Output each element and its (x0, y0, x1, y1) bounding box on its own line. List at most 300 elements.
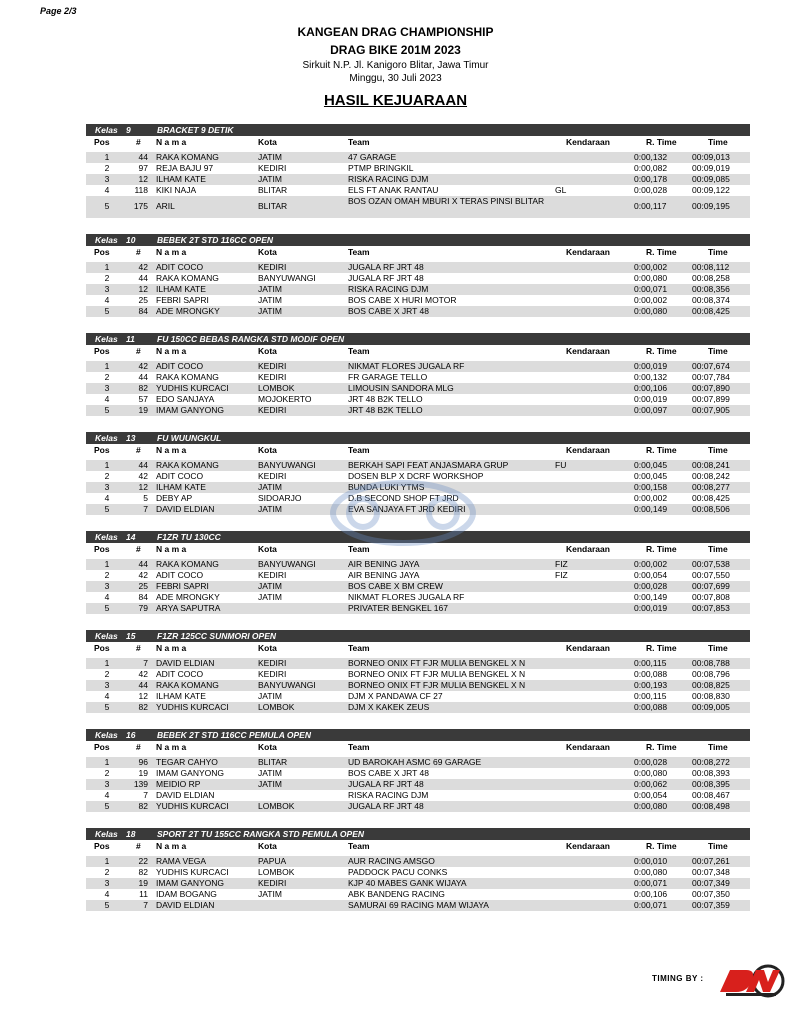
cell-city: BANYUWANGI (258, 559, 316, 569)
cell-name: YUDHIS KURCACI (156, 801, 229, 811)
column-header-team: Team (348, 346, 370, 356)
column-header-nama: N a m a (156, 247, 187, 257)
cell-city: LOMBOK (258, 383, 295, 393)
cell-time: 00:09,013 (692, 152, 730, 162)
cell-number: 139 (133, 779, 148, 789)
column-header-kota: Kota (258, 742, 277, 752)
cell-reaction-time: 0:00,088 (634, 702, 668, 712)
cell-number: 42 (138, 570, 148, 580)
cell-pos: 2 (104, 768, 110, 778)
cell-reaction-time: 0:00,080 (634, 768, 668, 778)
cell-number: 19 (138, 878, 148, 888)
cell-team: UD BAROKAH ASMC 69 GARAGE (348, 757, 482, 767)
cell-number: 84 (138, 306, 148, 316)
cell-team: JUGALA RF JRT 48 (348, 262, 424, 272)
cell-name: IDAM BOGANG (156, 889, 217, 899)
cell-pos: 3 (104, 779, 110, 789)
cell-team: SAMURAI 69 RACING MAM WIJAYA (348, 900, 489, 910)
cell-reaction-time: 0:00,082 (634, 163, 668, 173)
cell-reaction-time: 0:00,054 (634, 570, 668, 580)
class-title: BEBEK 2T STD 116CC OPEN (157, 235, 274, 245)
cell-pos: 1 (104, 361, 110, 371)
cell-name: ADIT COCO (156, 570, 204, 580)
column-header-pos: Pos (94, 137, 110, 147)
cell-pos: 5 (104, 405, 110, 415)
cell-city: KEDIRI (258, 878, 287, 888)
class-label: Kelas (95, 235, 118, 245)
cell-name: ADIT COCO (156, 669, 204, 679)
cell-pos: 1 (104, 460, 110, 470)
table-row (86, 262, 750, 273)
column-header-num: # (136, 247, 141, 257)
cell-pos: 2 (104, 669, 110, 679)
cell-number: 5 (143, 493, 148, 503)
cell-number: 57 (138, 394, 148, 404)
class-header-bar (86, 729, 750, 741)
cell-time: 00:07,538 (692, 559, 730, 569)
class-label: Kelas (95, 334, 118, 344)
table-row (86, 361, 750, 372)
cell-time: 00:09,085 (692, 174, 730, 184)
column-header-nama: N a m a (156, 742, 187, 752)
cell-number: 22 (138, 856, 148, 866)
column-header-rtime: R. Time (646, 445, 677, 455)
cell-number: 82 (138, 702, 148, 712)
column-header-rtime: R. Time (646, 137, 677, 147)
class-block (86, 828, 750, 911)
cell-pos: 4 (104, 493, 110, 503)
cell-pos: 5 (104, 702, 110, 712)
cell-pos: 2 (104, 867, 110, 877)
table-row (86, 306, 750, 317)
cell-city: KEDIRI (258, 570, 287, 580)
column-header-num: # (136, 137, 141, 147)
cell-city: BLITAR (258, 185, 288, 195)
table-row (86, 680, 750, 691)
event-title: KANGEAN DRAG CHAMPIONSHIP (297, 25, 494, 39)
table-row (86, 559, 750, 570)
cell-number: 96 (138, 757, 148, 767)
cell-pos: 3 (104, 174, 110, 184)
table-row (86, 174, 750, 185)
cell-team: PADDOCK PACU CONKS (348, 867, 448, 877)
cell-time: 00:07,349 (692, 878, 730, 888)
cell-reaction-time: 0:00,132 (634, 152, 668, 162)
cell-team: LIMOUSIN SANDORA MLG (348, 383, 454, 393)
cell-reaction-time: 0:00,028 (634, 581, 668, 591)
cell-name: RAKA KOMANG (156, 680, 219, 690)
cell-team: BERKAH SAPI FEAT ANJASMARA GRUP (348, 460, 509, 470)
cell-number: 42 (138, 361, 148, 371)
column-header-pos: Pos (94, 841, 110, 851)
cell-pos: 1 (104, 658, 110, 668)
cell-team: BORNEO ONIX FT FJR MULIA BENGKEL X N (348, 658, 526, 668)
class-label: Kelas (95, 631, 118, 641)
cell-pos: 4 (104, 790, 110, 800)
cell-name: MEIDIO RP (156, 779, 201, 789)
cell-time: 00:08,788 (692, 658, 730, 668)
dn-timing-logo (716, 964, 788, 998)
class-number: 9 (126, 125, 131, 135)
cell-team: ELS FT ANAK RANTAU (348, 185, 439, 195)
column-header-kota: Kota (258, 346, 277, 356)
column-header-pos: Pos (94, 742, 110, 752)
cell-team: EVA SANJAYA FT JRD KEDIRI (348, 504, 466, 514)
column-header-kota: Kota (258, 841, 277, 851)
column-header-time: Time (708, 544, 728, 554)
cell-name: ARIL (156, 201, 175, 211)
cell-reaction-time: 0:00,115 (634, 658, 667, 668)
cell-team: RISKA RACING DJM (348, 174, 429, 184)
page-number: Page 2/3 (40, 6, 77, 16)
table-row (86, 570, 750, 581)
cell-city: BLITAR (258, 201, 288, 211)
cell-reaction-time: 0:00,149 (634, 504, 668, 514)
cell-name: DAVID ELDIAN (156, 900, 215, 910)
cell-name: ADIT COCO (156, 262, 204, 272)
table-row (86, 889, 750, 900)
column-header-time: Time (708, 346, 728, 356)
cell-number: 82 (138, 867, 148, 877)
cell-time: 00:08,112 (692, 262, 730, 272)
cell-pos: 2 (104, 471, 110, 481)
cell-time: 00:08,395 (692, 779, 730, 789)
column-header-team: Team (348, 247, 370, 257)
class-header-bar (86, 124, 750, 136)
cell-number: 82 (138, 383, 148, 393)
column-header-row (86, 741, 750, 753)
class-header-bar (86, 234, 750, 246)
column-header-row (86, 345, 750, 357)
cell-reaction-time: 0:00,080 (634, 867, 668, 877)
cell-name: ILHAM KATE (156, 691, 206, 701)
column-header-rtime: R. Time (646, 346, 677, 356)
table-row (86, 372, 750, 383)
cell-name: DAVID ELDIAN (156, 504, 215, 514)
cell-team: BOS CABE X JRT 48 (348, 306, 429, 316)
cell-city: MOJOKERTO (258, 394, 312, 404)
cell-time: 00:07,261 (692, 856, 730, 866)
cell-time: 00:08,241 (692, 460, 730, 470)
table-row (86, 669, 750, 680)
cell-number: 12 (138, 482, 148, 492)
cell-time: 00:08,356 (692, 284, 730, 294)
column-header-time: Time (708, 445, 728, 455)
cell-number: 7 (143, 504, 148, 514)
cell-reaction-time: 0:00,019 (634, 361, 668, 371)
section-title: HASIL KEJUARAAN (323, 92, 468, 109)
cell-city: BANYUWANGI (258, 460, 316, 470)
class-title: F1ZR TU 130CC (157, 532, 221, 542)
class-title: BEBEK 2T STD 116CC PEMULA OPEN (157, 730, 311, 740)
cell-name: ADIT COCO (156, 361, 204, 371)
cell-time: 00:09,005 (692, 702, 730, 712)
column-header-kendaraan: Kendaraan (566, 445, 610, 455)
class-label: Kelas (95, 829, 118, 839)
class-header-bar (86, 333, 750, 345)
cell-name: YUDHIS KURCACI (156, 383, 229, 393)
cell-name: RAKA KOMANG (156, 460, 219, 470)
cell-city: PAPUA (258, 856, 287, 866)
cell-vehicle: FIZ (555, 559, 568, 569)
cell-team: JUGALA RF JRT 48 (348, 801, 424, 811)
column-header-kendaraan: Kendaraan (566, 346, 610, 356)
cell-team: AIR BENING JAYA (348, 570, 420, 580)
column-header-team: Team (348, 445, 370, 455)
column-header-kendaraan: Kendaraan (566, 544, 610, 554)
column-header-row (86, 642, 750, 654)
cell-team: DOSEN BLP X DCRF WORKSHOP (348, 471, 484, 481)
cell-name: IMAM GANYONG (156, 878, 225, 888)
cell-name: YUDHIS KURCACI (156, 867, 229, 877)
column-header-team: Team (348, 643, 370, 653)
cell-number: 44 (138, 680, 148, 690)
column-header-num: # (136, 544, 141, 554)
timing-label: TIMING BY : (652, 974, 704, 983)
column-header-num: # (136, 742, 141, 752)
cell-team: PTMP BRINGKIL (348, 163, 414, 173)
class-block (86, 333, 750, 416)
column-header-num: # (136, 841, 141, 851)
class-number: 11 (126, 334, 135, 344)
cell-number: 19 (138, 768, 148, 778)
cell-reaction-time: 0:00,132 (634, 372, 668, 382)
column-header-row (86, 444, 750, 456)
cell-number: 44 (138, 460, 148, 470)
table-row (86, 592, 750, 603)
table-row (86, 878, 750, 889)
cell-city: KEDIRI (258, 163, 287, 173)
column-header-nama: N a m a (156, 445, 187, 455)
cell-pos: 1 (104, 262, 110, 272)
column-header-time: Time (708, 742, 728, 752)
cell-city: JATIM (258, 691, 282, 701)
column-header-kota: Kota (258, 247, 277, 257)
class-number: 18 (126, 829, 136, 839)
cell-city: JATIM (258, 174, 282, 184)
class-title: FU 150CC BEBAS RANGKA STD MODIF OPEN (157, 334, 345, 344)
cell-name: ILHAM KATE (156, 174, 206, 184)
cell-number: 175 (133, 201, 148, 211)
cell-team: BOS CABE X BM CREW (348, 581, 443, 591)
cell-name: RAMA VEGA (156, 856, 207, 866)
cell-city: JATIM (258, 284, 282, 294)
cell-time: 00:08,258 (692, 273, 730, 283)
cell-pos: 3 (104, 878, 110, 888)
class-number: 13 (126, 433, 136, 443)
cell-pos: 1 (104, 757, 110, 767)
cell-name: RAKA KOMANG (156, 372, 219, 382)
table-row (86, 163, 750, 174)
column-header-nama: N a m a (156, 346, 187, 356)
cell-city: KEDIRI (258, 361, 287, 371)
cell-number: 84 (138, 592, 148, 602)
class-block (86, 630, 750, 713)
cell-vehicle: FU (555, 460, 567, 470)
table-row (86, 284, 750, 295)
cell-number: 12 (138, 174, 148, 184)
cell-team: DJM X PANDAWA CF 27 (348, 691, 443, 701)
cell-name: IMAM GANYONG (156, 405, 225, 415)
cell-name: ADIT COCO (156, 471, 204, 481)
column-header-team: Team (348, 544, 370, 554)
cell-reaction-time: 0:00,002 (634, 493, 668, 503)
cell-reaction-time: 0:00,115 (634, 691, 667, 701)
class-number: 15 (126, 631, 136, 641)
column-header-kota: Kota (258, 445, 277, 455)
cell-team: KJP 40 MABES GANK WIJAYA (348, 878, 467, 888)
cell-reaction-time: 0:00,045 (634, 460, 668, 470)
table-row (86, 152, 750, 163)
cell-pos: 5 (104, 201, 110, 211)
cell-reaction-time: 0:00,071 (634, 878, 668, 888)
cell-number: 44 (138, 273, 148, 283)
cell-reaction-time: 0:00,088 (634, 669, 668, 679)
table-row (86, 856, 750, 867)
event-venue: Sirkuit N.P. Jl. Kanigoro Blitar, Jawa Timur (302, 60, 489, 71)
cell-reaction-time: 0:00,106 (634, 889, 668, 899)
cell-time: 00:07,890 (692, 383, 730, 393)
cell-pos: 4 (104, 889, 110, 899)
cell-time: 00:08,796 (692, 669, 730, 679)
class-label: Kelas (95, 532, 118, 542)
cell-pos: 2 (104, 570, 110, 580)
cell-number: 25 (138, 295, 148, 305)
event-date: Minggu, 30 Juli 2023 (349, 73, 442, 84)
cell-team: JRT 48 B2K TELLO (348, 394, 423, 404)
cell-reaction-time: 0:00,002 (634, 262, 668, 272)
cell-city: JATIM (258, 306, 282, 316)
table-row (86, 691, 750, 702)
cell-number: 7 (143, 790, 148, 800)
cell-reaction-time: 0:00,158 (634, 482, 668, 492)
cell-pos: 4 (104, 394, 110, 404)
table-row (86, 757, 750, 768)
cell-number: 42 (138, 262, 148, 272)
table-row (86, 394, 750, 405)
column-header-pos: Pos (94, 544, 110, 554)
column-header-kota: Kota (258, 137, 277, 147)
cell-pos: 2 (104, 273, 110, 283)
cell-time: 00:07,699 (692, 581, 730, 591)
class-title: F1ZR 125CC SUNMORI OPEN (157, 631, 277, 641)
cell-name: DAVID ELDIAN (156, 658, 215, 668)
cell-pos: 4 (104, 185, 110, 195)
table-row (86, 405, 750, 416)
cell-pos: 3 (104, 284, 110, 294)
cell-number: 79 (138, 603, 148, 613)
cell-team: AIR BENING JAYA (348, 559, 420, 569)
cell-time: 00:08,272 (692, 757, 730, 767)
watermark-logo (318, 468, 488, 558)
cell-team: D.B SECOND SHOP FT JRD (348, 493, 459, 503)
cell-time: 00:07,674 (692, 361, 730, 371)
cell-pos: 1 (104, 152, 110, 162)
cell-number: 7 (143, 900, 148, 910)
cell-city: KEDIRI (258, 262, 287, 272)
cell-name: REJA BAJU 97 (156, 163, 214, 173)
cell-reaction-time: 0:00,010 (634, 856, 668, 866)
cell-time: 00:08,425 (692, 306, 730, 316)
cell-team: JRT 48 B2K TELLO (348, 405, 423, 415)
cell-time: 00:09,195 (692, 201, 730, 211)
column-header-kota: Kota (258, 643, 277, 653)
cell-team: BORNEO ONIX FT FJR MULIA BENGKEL X N (348, 680, 526, 690)
cell-reaction-time: 0:00,117 (634, 201, 667, 211)
table-row (86, 768, 750, 779)
cell-team: DJM X KAKEK ZEUS (348, 702, 430, 712)
cell-pos: 1 (104, 856, 110, 866)
table-row (86, 295, 750, 306)
cell-city: SIDOARJO (258, 493, 302, 503)
cell-city: KEDIRI (258, 372, 287, 382)
column-header-nama: N a m a (156, 643, 187, 653)
cell-team: BOS OZAN OMAH MBURI X TERAS PINSI BLITAR (348, 196, 545, 206)
cell-city: LOMBOK (258, 867, 295, 877)
class-title: FU WUUNGKUL (157, 433, 222, 443)
cell-number: 97 (138, 163, 148, 173)
cell-name: KIKI NAJA (156, 185, 197, 195)
cell-time: 00:08,825 (692, 680, 730, 690)
cell-pos: 1 (104, 559, 110, 569)
class-block (86, 729, 750, 812)
cell-time: 00:09,019 (692, 163, 730, 173)
cell-reaction-time: 0:00,002 (634, 295, 668, 305)
cell-team: JUGALA RF JRT 48 (348, 273, 424, 283)
cell-time: 00:07,348 (692, 867, 730, 877)
column-header-pos: Pos (94, 445, 110, 455)
cell-time: 00:09,122 (692, 185, 730, 195)
cell-reaction-time: 0:00,080 (634, 801, 668, 811)
column-header-rtime: R. Time (646, 841, 677, 851)
cell-reaction-time: 0:00,178 (634, 174, 668, 184)
cell-reaction-time: 0:00,080 (634, 306, 668, 316)
cell-reaction-time: 0:00,062 (634, 779, 668, 789)
cell-city: JATIM (258, 504, 282, 514)
cell-city: JATIM (258, 295, 282, 305)
cell-time: 00:08,830 (692, 691, 730, 701)
table-row (86, 383, 750, 394)
column-header-time: Time (708, 247, 728, 257)
cell-pos: 4 (104, 592, 110, 602)
cell-pos: 4 (104, 691, 110, 701)
cell-pos: 5 (104, 900, 110, 910)
cell-number: 82 (138, 801, 148, 811)
cell-team: NIKMAT FLORES JUGALA RF (348, 361, 465, 371)
table-row (86, 196, 750, 218)
cell-time: 00:08,467 (692, 790, 730, 800)
cell-team: BUNDA LUKI YTMS (348, 482, 425, 492)
column-header-pos: Pos (94, 247, 110, 257)
cell-time: 00:07,350 (692, 889, 730, 899)
cell-reaction-time: 0:00,028 (634, 185, 668, 195)
table-row (86, 867, 750, 878)
cell-pos: 3 (104, 680, 110, 690)
cell-pos: 5 (104, 504, 110, 514)
cell-city: LOMBOK (258, 702, 295, 712)
cell-city: JATIM (258, 592, 282, 602)
cell-time: 00:08,498 (692, 801, 730, 811)
cell-name: IMAM GANYONG (156, 768, 225, 778)
column-header-num: # (136, 643, 141, 653)
cell-city: JATIM (258, 779, 282, 789)
column-header-nama: N a m a (156, 841, 187, 851)
cell-team: FR GARAGE TELLO (348, 372, 428, 382)
column-header-rtime: R. Time (646, 247, 677, 257)
cell-reaction-time: 0:00,019 (634, 394, 668, 404)
cell-number: 42 (138, 669, 148, 679)
cell-reaction-time: 0:00,019 (634, 603, 668, 613)
